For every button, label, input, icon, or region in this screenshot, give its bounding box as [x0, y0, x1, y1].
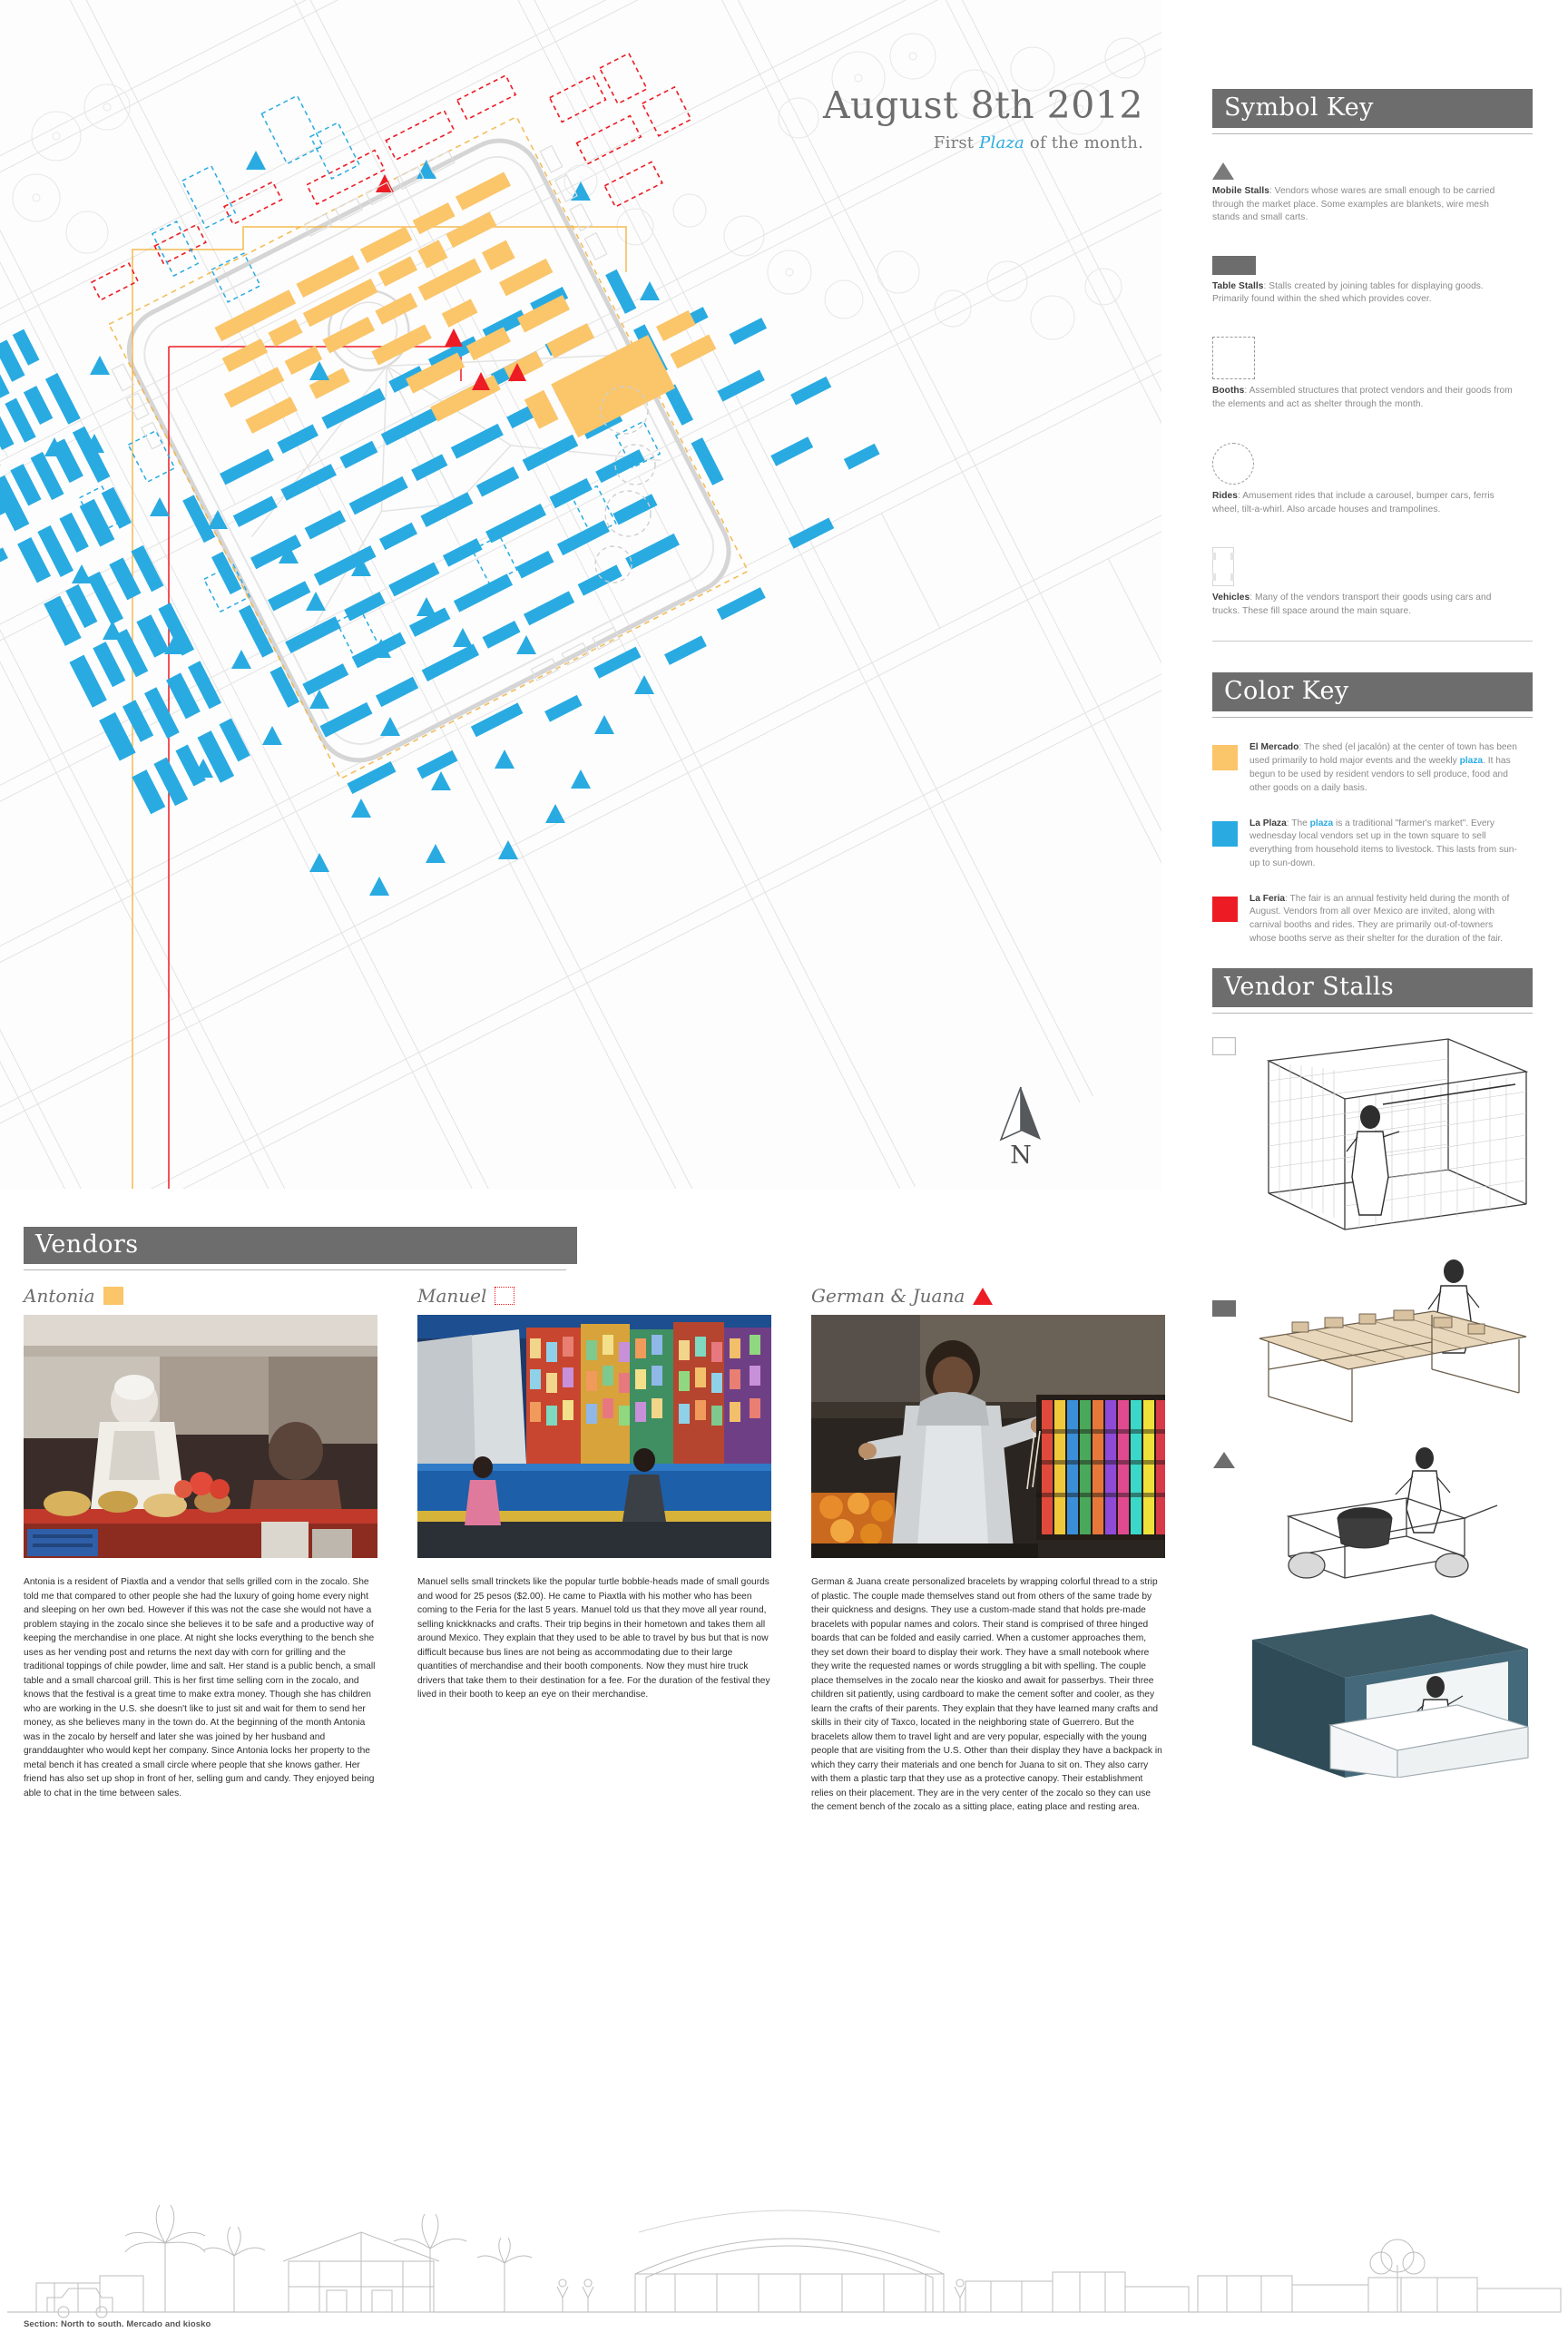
symbol-term: Mobile Stalls — [1212, 186, 1269, 197]
vendor-name-german-juana — [811, 1285, 1165, 1307]
vendors-rule — [24, 1269, 566, 1270]
table-art — [1238, 1251, 1568, 1428]
vendor-name-text: German & Juana — [811, 1285, 965, 1307]
vendor-stalls-header: Vendor Stalls — [1212, 968, 1533, 1007]
color-term: La Plaza — [1250, 818, 1287, 828]
vendor-column-antonia — [24, 1285, 377, 1815]
dashed-square-icon-wrap — [1212, 328, 1568, 379]
color-term: El Mercado — [1250, 742, 1299, 753]
symbol-key-header: Symbol Key — [1212, 89, 1533, 128]
color-key-item — [1212, 741, 1568, 795]
red-triangle-icon — [973, 1288, 993, 1305]
symbol-key-item — [1212, 152, 1568, 224]
color-key-section — [1212, 672, 1568, 946]
symbol-key-item — [1212, 434, 1568, 516]
symbol-body: : Stalls created by joining tables for displaying goods. Primarily found within the shed which provides cover. — [1212, 280, 1484, 304]
vendor-name-text: Manuel — [417, 1285, 487, 1307]
symbol-key-item — [1212, 248, 1568, 307]
dashed-red-square-icon — [495, 1287, 514, 1305]
stall-illustration-table — [1212, 1251, 1568, 1431]
section-drawing-caption: Section: North to south. Mercado and kiosko — [24, 2319, 211, 2329]
vendor-text-antonia: Antonia is a resident of Piaxtla and a vendor that sells grilled corn in the zocalo. She told me that compared to other people she had the luxury of going home every night and sleeping on her own bed. However if this was not the case she would not have a problem staying in the zocalo since she believes it to be safe and a productive way of keeping the merchandise in one place. At night she locks everything to the bench she uses as her vending post and returns the next day with corn for grilling and the traditional toppings of chile powder, lime and salt. Her stand is a public bench, a small table and a small charcoal grill. This is her first time selling corn in the zocalo, and knows that the festival is a great time to make extra money. Though she has children who are working in the U.S. she doesn't like to just sit and wait for them to send her money, as she believes many in the town do. At the beginning of the month Antonia was in the zocalo by herself and later she was joined by her husband and granddaughter who would kept her company. Since Antonia locks her property to the metal bench it has created a small circle where people that she knows gather. Her friend has also set up shop in front of her, selling gum and candy. They enjoyed being able to chat in the time between sales. — [24, 1577, 376, 1798]
mobile-cart-icon — [1212, 1451, 1236, 1474]
symbol-body: : Amusement rides that include a carousel, bumper cars, ferris wheel, tilt-a-whirl. Also arcade houses and trampolines. — [1212, 491, 1494, 514]
vendors-header: Vendors — [24, 1227, 577, 1264]
symbol-key-list — [1212, 152, 1568, 642]
vendor-column-german-juana — [811, 1285, 1165, 1815]
booth-outline-icon — [1212, 1037, 1236, 1060]
vehicle-icon-wrap — [1212, 539, 1568, 586]
color-body-1: : The — [1286, 818, 1310, 828]
subtitle-pre: First — [933, 133, 980, 153]
vendor-photo-manuel — [417, 1315, 771, 1558]
vendor-text-manuel: Manuel sells small trinckets like the popular turtle bobble-heads made of small gourds and wood for 25 pesos ($2.00). He came to Piaxtla with his mother who has been coming to the Feria for the last 5 years. Manuel told us that they move all year round, selling knickknacks and crafts. Their trip begins in their hometown and takes them all around Mexico. They explain that they used to be able to travel by bus but that is now difficult because bus lines are not being as accommodating due to their large quantities of merchandise and their booth components. Now they must hire truck drivers that take them to their destination for a fee. For the duration of the festival they lived in their booth to keep an eye on their merchandise. — [417, 1577, 770, 1700]
color-key-item — [1212, 818, 1568, 871]
filled-rect-icon-wrap — [1212, 248, 1568, 275]
table-stall-icon — [1212, 1300, 1236, 1321]
dashed-circle-icon — [1212, 443, 1254, 485]
feria-color-chip — [1212, 897, 1238, 922]
site-map — [0, 0, 1161, 1189]
stall-illustration-cart — [1212, 1442, 1568, 1594]
symbol-key-item — [1212, 539, 1568, 618]
color-body-2: . It has begun to be used by resident vendors to sell produce, food and other goods on a daily basis. — [1250, 756, 1511, 793]
symbol-key-rule — [1212, 133, 1533, 134]
stall-illustration-tarp — [1212, 1609, 1568, 1781]
vendor-photo-german-juana — [811, 1315, 1165, 1558]
triangle-icon-wrap — [1212, 152, 1568, 180]
map-graphic — [0, 0, 1161, 1189]
symbol-body: : Vendors whose wares are small enough to be carried through the market place. Some examples are blankets, wire mesh stands and small carts. — [1212, 186, 1495, 223]
vehicle-icon — [1212, 547, 1234, 586]
symbol-body: : Many of the vendors transport their goods using cars and trucks. These fill space around the main square. — [1212, 593, 1492, 616]
color-body-1: : The fair is an annual festivity held during the month of August. Vendors from all over Mexico are invited, along with carnival booths and rides. They are primarily out-of-towners whose booths serve as their shelter for the duration of the fair. — [1250, 893, 1510, 945]
vendor-photo-antonia — [24, 1315, 377, 1558]
color-term: La Feria — [1250, 893, 1286, 904]
vendor-stalls-section — [1212, 968, 1568, 1781]
symbol-term: Rides — [1212, 491, 1238, 502]
dashed-square-icon — [1212, 337, 1255, 379]
symbol-key-bottom-rule — [1212, 641, 1533, 642]
color-key-list — [1212, 741, 1568, 946]
vendor-text-german-juana: German & Juana create personalized bracelets by wrapping colorful thread to a strip of plastic. The couple made themselves stand out from others of the same trade by their quickness and designs. They use a custom-made stand that holds pre-made bracelets with popular names and colors. Their stand is comprised of three hinged boards that can be folded and easily carried. When a customer approaches them, they set down their board to display their work. They have a small notebook where they write the requested names or words struggling a bit with spelling. The couple place themselves in the zocalo near the kiosko and await for passerbys. Their three children sit patiently, using cardboard to make the cement softer and cooler, as they learn the crafts of their parents. They explain that they have learned many crafts and skills in their city of Taxco, located in the neighboring state of Guerrero. But the bracelets allow them to travel light and are very popular, especially with the young people that are visiting from the U.S. Other than their display they have a backpack in which they carry their materials and one bench for Juana to sit on. They also carry with them a plastic tarp that they use as a protective canopy. Their establishment relies on their placement. They are in the very center of the zocalo so they can use the cement bench of the zocalo as a sitting place, eating place and resting area. — [811, 1577, 1162, 1812]
vendor-column-manuel — [417, 1285, 771, 1815]
vendor-name-text: Antonia — [24, 1285, 95, 1307]
page-subtitle — [635, 133, 1143, 152]
color-key-item — [1212, 893, 1568, 946]
right-sidebar — [1212, 0, 1568, 2352]
color-key-rule — [1212, 717, 1533, 718]
symbol-term: Booths — [1212, 386, 1245, 397]
color-key-header: Color Key — [1212, 672, 1533, 711]
cart-art — [1238, 1442, 1568, 1592]
color-body-hl: plaza — [1309, 818, 1334, 828]
section-drawing — [0, 2196, 1568, 2323]
yellow-square-icon — [103, 1287, 123, 1305]
vendor-stalls-rule — [1212, 1013, 1533, 1014]
tarp-art — [1229, 1609, 1568, 1782]
symbol-key-item — [1212, 328, 1568, 411]
plaza-color-chip — [1212, 821, 1238, 847]
vendor-name-antonia — [24, 1285, 377, 1307]
poster-title-block — [635, 83, 1143, 153]
page-title: August 8th 2012 — [822, 83, 1143, 127]
color-body-hl: plaza — [1459, 756, 1484, 767]
filled-rect-icon — [1212, 256, 1256, 275]
color-body-2: is a traditional "farmer's market". Every wednesday local vendors set up in the town square to sell everything from household items to livestock. This lasts from sun-up to sun-down. — [1250, 818, 1517, 868]
north-arrow — [994, 1082, 1048, 1171]
subtitle-highlight: Plaza — [979, 133, 1024, 153]
mercado-color-chip — [1212, 745, 1238, 770]
symbol-key-section — [1212, 89, 1568, 642]
vendor-name-manuel — [417, 1285, 771, 1307]
dashed-circle-icon-wrap — [1212, 434, 1568, 485]
subtitle-post: of the month. — [1024, 133, 1143, 153]
north-arrow-label: N — [1010, 1142, 1032, 1167]
triangle-icon — [1212, 162, 1234, 180]
vendors-section — [24, 1227, 1185, 1815]
symbol-term: Table Stalls — [1212, 280, 1264, 291]
vendor-columns — [24, 1285, 1185, 1815]
booth-art — [1238, 1024, 1568, 1236]
stall-illustration-booth — [1212, 1024, 1568, 1240]
symbol-body: : Assembled structures that protect vendors and their goods from the elements and act as shelter through the month. — [1212, 386, 1513, 409]
symbol-term: Vehicles — [1212, 593, 1250, 603]
color-body-1: : The shed (el jacalón) at the center of town has been used primarily to hold major events and the weekly — [1250, 742, 1517, 767]
